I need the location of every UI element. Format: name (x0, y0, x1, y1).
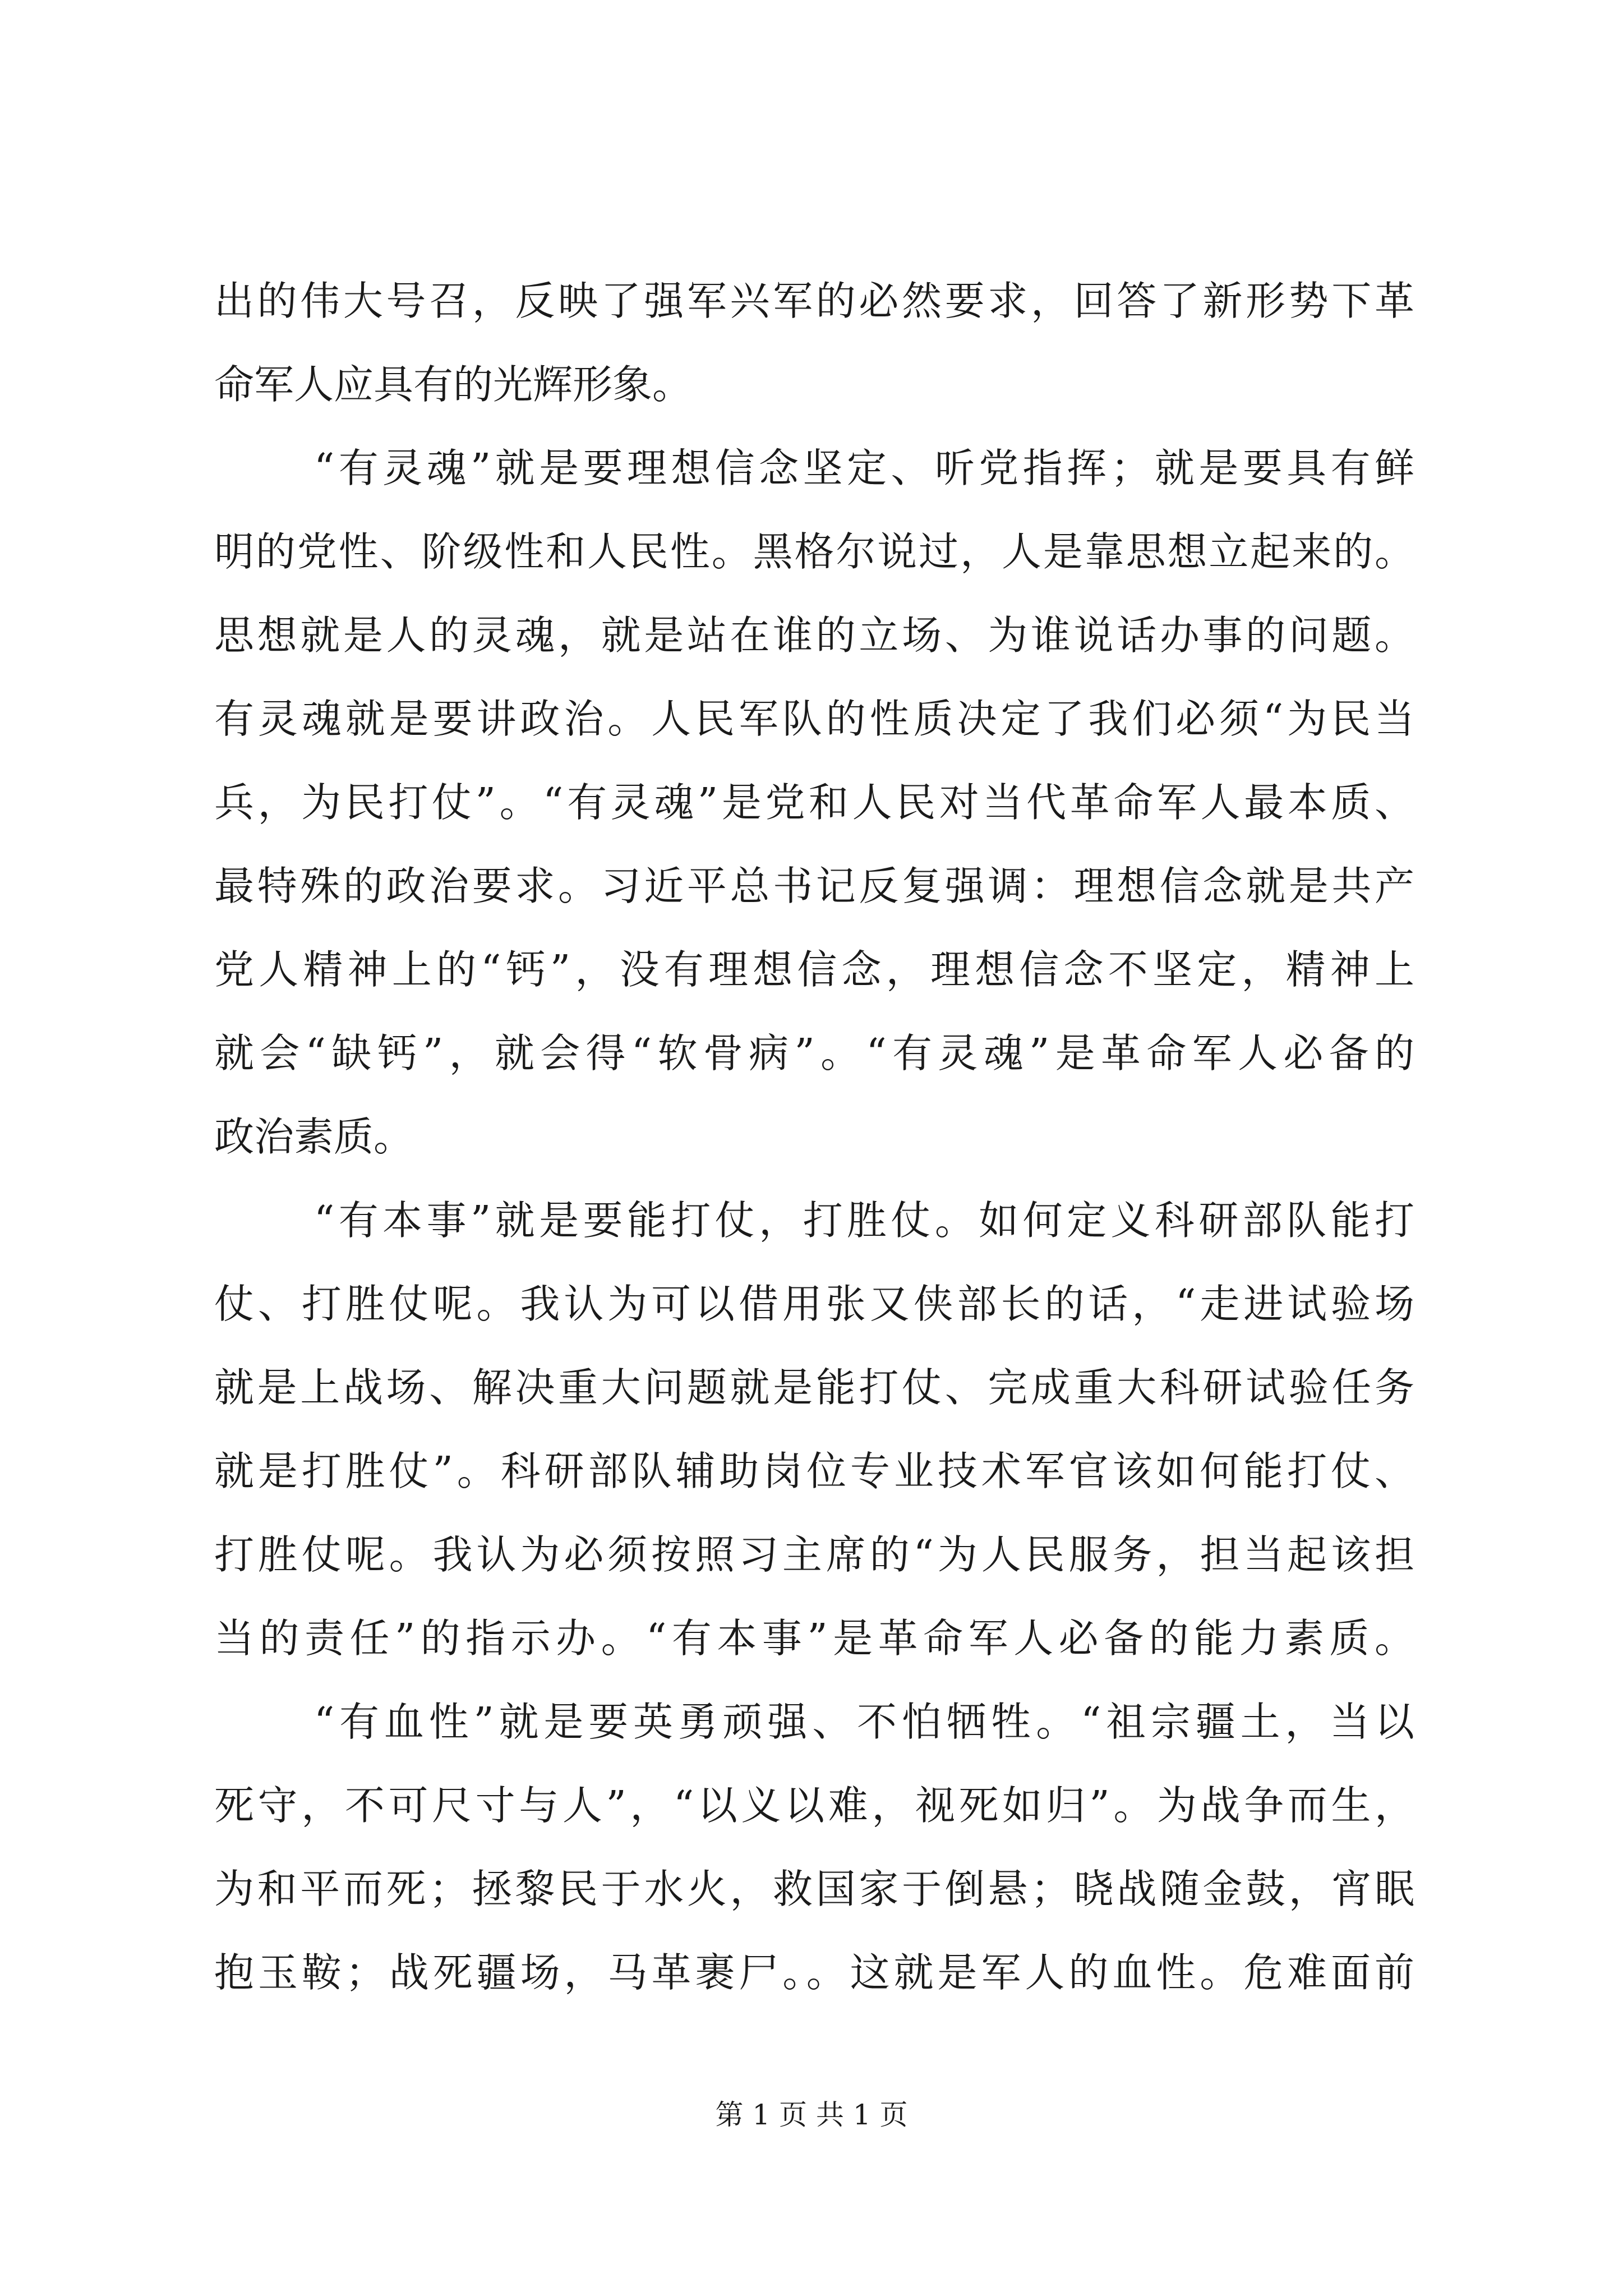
paragraph (214, 1179, 1414, 1680)
text-line: 党人精神上的“钙”，没有理想信念，理想信念不坚定，精神上 (214, 946, 1414, 993)
text-line: 打胜仗呢。我认为必须按照习主席的“为人民服务，担当起该担 (214, 1531, 1414, 1578)
text-line: “有本事”就是要能打仗，打胜仗。如何定义科研部队能打 (314, 1197, 1414, 1244)
text-line: 兵，为民打仗”。“有灵魂”是党和人民对当代革命军人最本质、 (214, 779, 1414, 826)
text-line: 有灵魂就是要讲政治。人民军队的性质决定了我们必须“为民当 (214, 696, 1414, 742)
text-line: 就是上战场、解决重大问题就是能打仗、完成重大科研试验任务 (214, 1364, 1414, 1411)
text-line: 就会“缺钙”，就会得“软骨病”。“有灵魂”是革命军人必备的 (214, 1030, 1414, 1076)
text-line: 为和平而死；拯黎民于水火，救国家于倒悬；晓战随金鼓，宵眠 (214, 1866, 1414, 1912)
text-line: “有灵魂”就是要理想信念坚定、听党指挥；就是要具有鲜 (314, 445, 1414, 491)
text-line: 就是打胜仗”。科研部队辅助岗位专业技术军官该如何能打仗、 (214, 1448, 1414, 1494)
text-line: 最特殊的政治要求。习近平总书记反复强调：理想信念就是共产 (214, 863, 1414, 909)
text-line: 政治素质。 (214, 1114, 414, 1160)
text-line: 命军人应具有的光辉形象。 (214, 361, 693, 408)
page-number-footer: 第 1 页 共 1 页 (715, 2099, 908, 2131)
text-line: “有血性”就是要英勇顽强、不怕牺牲。“祖宗疆土，当以 (314, 1699, 1414, 1745)
document-body (214, 259, 1414, 2014)
paragraph (214, 259, 1414, 426)
text-line: 仗、打胜仗呢。我认为可以借用张又侠部长的话，“走进试验场 (214, 1281, 1414, 1327)
text-line: 明的党性、阶级性和人民性。黑格尔说过，人是靠思想立起来的。 (214, 528, 1414, 575)
text-line: 出的伟大号召，反映了强军兴军的必然要求，回答了新形势下革 (214, 278, 1414, 324)
paragraph (214, 426, 1414, 1179)
text-line: 当的责任”的指示办。“有本事”是革命军人必备的能力素质。 (214, 1615, 1414, 1662)
text-line: 抱玉鞍；战死疆场，马革裹尸。。这就是军人的血性。危难面前 (214, 1949, 1414, 1996)
text-line: 思想就是人的灵魂，就是站在谁的立场、为谁说话办事的问题。 (214, 612, 1414, 659)
text-line: 死守，不可尺寸与人”，“以义以难，视死如归”。为战争而生， (214, 1782, 1414, 1829)
paragraph (214, 1680, 1414, 2014)
